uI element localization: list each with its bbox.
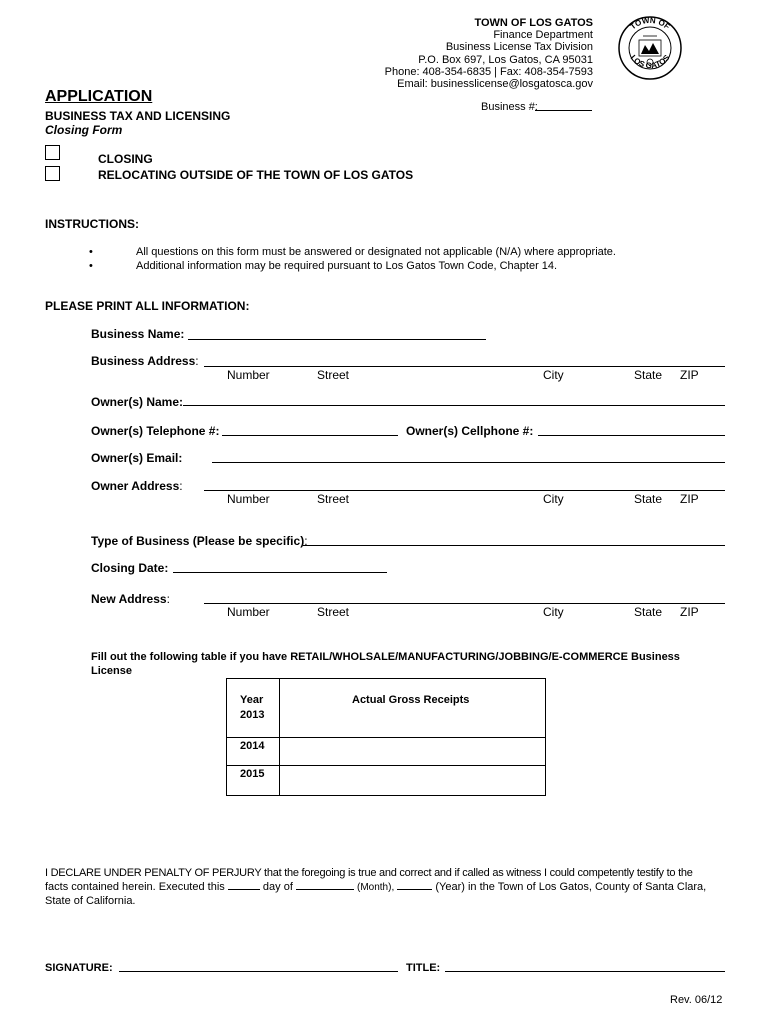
signature-label: SIGNATURE: bbox=[45, 962, 113, 974]
form-name: Closing Form bbox=[45, 123, 123, 137]
address-sublabel-street: Street bbox=[317, 368, 350, 382]
owner-cellphone-label: Owner(s) Cellphone #: bbox=[406, 424, 534, 438]
address-sublabel-city: City bbox=[543, 492, 564, 506]
title-label: TITLE: bbox=[406, 962, 441, 974]
address-sublabel-number: Number bbox=[227, 368, 270, 382]
business-address-field[interactable] bbox=[204, 366, 725, 367]
business-number-field[interactable] bbox=[535, 110, 592, 111]
business-address-label: Business Address: bbox=[91, 354, 199, 368]
address-sublabel-street: Street bbox=[317, 492, 350, 506]
closing-date-label: Closing Date: bbox=[91, 561, 169, 575]
executed-year-field[interactable] bbox=[397, 889, 432, 890]
header-block bbox=[360, 17, 593, 90]
address-sublabel-zip: ZIP bbox=[680, 368, 699, 382]
instruction-item: All questions on this form must be answered or designated not applicable (N/A) where appropriate. bbox=[136, 246, 616, 258]
owner-cellphone-field[interactable] bbox=[538, 435, 725, 436]
address-sublabel-zip: ZIP bbox=[680, 605, 699, 619]
receipts-input-2015[interactable] bbox=[281, 767, 543, 794]
bullet-icon: • bbox=[89, 246, 93, 258]
owner-email-field[interactable] bbox=[212, 462, 725, 463]
gross-receipts-table bbox=[226, 678, 546, 796]
business-number-label: Business #: bbox=[481, 101, 538, 113]
declaration-line-2: facts contained herein. Executed this day of (Month), (Year) in the Town of Los Gatos, County of Santa Clara, bbox=[45, 881, 707, 893]
address-sublabel-city: City bbox=[543, 605, 564, 619]
closing-date-field[interactable] bbox=[173, 572, 387, 573]
address-sublabel-number: Number bbox=[227, 492, 270, 506]
business-name-label: Business Name: bbox=[91, 327, 185, 341]
address-sublabel-state: State bbox=[634, 492, 663, 506]
email-address: Email: businesslicense@losgatosca.gov bbox=[397, 78, 593, 91]
instruction-item: Additional information may be required pursuant to Los Gatos Town Code, Chapter 14. bbox=[136, 260, 558, 272]
phone-fax: Phone: 408-354-6835 | Fax: 408-354-7593 bbox=[384, 65, 593, 78]
receipts-input-2013[interactable] bbox=[281, 710, 543, 736]
closing-checkbox[interactable] bbox=[45, 145, 60, 160]
owner-telephone-field[interactable] bbox=[222, 435, 398, 436]
table-header-receipts: Actual Gross Receipts bbox=[352, 694, 470, 706]
address-sublabel-number: Number bbox=[227, 605, 270, 619]
relocating-checkbox[interactable] bbox=[45, 166, 60, 181]
address-sublabel-city: City bbox=[543, 368, 564, 382]
executed-day-field[interactable] bbox=[228, 889, 260, 890]
mailing-address: P.O. Box 697, Los Gatos, CA 95031 bbox=[418, 53, 593, 66]
address-sublabel-zip: ZIP bbox=[680, 492, 699, 506]
declaration-line-1: I DECLARE UNDER PENALTY OF PERJURY that the foregoing is true and correct and if called as witness I could competently testify to the bbox=[45, 867, 693, 879]
seal-top-text: TOWN OF bbox=[628, 15, 672, 32]
table-year-cell: 2015 bbox=[240, 768, 265, 780]
department: Finance Department bbox=[493, 29, 593, 42]
seal-bottom-text: LOS GATOS bbox=[628, 53, 672, 71]
owner-address-field[interactable] bbox=[204, 490, 725, 491]
page-title: APPLICATION bbox=[45, 88, 153, 105]
business-name-field[interactable] bbox=[188, 339, 486, 340]
print-heading: PLEASE PRINT ALL INFORMATION: bbox=[45, 299, 250, 313]
subtitle: BUSINESS TAX AND LICENSING bbox=[45, 109, 231, 123]
owner-address-label: Owner Address: bbox=[91, 479, 183, 493]
relocating-option-label: RELOCATING OUTSIDE OF THE TOWN OF LOS GATOS bbox=[98, 168, 414, 182]
table-intro: Fill out the following table if you have RETAIL/WHOLSALE/MANUFACTURING/JOBBING/E-COMMERCE Business License bbox=[91, 651, 680, 677]
signature-field[interactable] bbox=[119, 971, 398, 972]
owner-name-label: Owner(s) Name: bbox=[91, 395, 184, 409]
owner-email-label: Owner(s) Email: bbox=[91, 451, 183, 465]
table-header-year: Year bbox=[240, 694, 264, 706]
closing-option-label: CLOSING bbox=[98, 152, 153, 166]
division: Business License Tax Division bbox=[445, 41, 593, 54]
address-sublabel-state: State bbox=[634, 605, 663, 619]
owner-name-field[interactable] bbox=[183, 405, 725, 406]
revision-label: Rev. 06/12 bbox=[670, 994, 723, 1006]
svg-text:TOWN OF bbox=[628, 16, 671, 32]
town-name: TOWN OF LOS GATOS bbox=[474, 17, 593, 29]
owner-telephone-label: Owner(s) Telephone #: bbox=[91, 424, 220, 438]
type-of-business-label: Type of Business (Please be specific): bbox=[91, 534, 308, 548]
svg-text:LOS GATOS bbox=[629, 53, 672, 71]
town-seal-logo bbox=[617, 15, 683, 81]
table-year-cell: 2014 bbox=[240, 740, 265, 752]
instructions-heading: INSTRUCTIONS: bbox=[45, 217, 139, 231]
table-year-cell: 2013 bbox=[240, 709, 265, 721]
address-sublabel-state: State bbox=[634, 368, 663, 382]
new-address-field[interactable] bbox=[204, 603, 725, 604]
bullet-icon: • bbox=[89, 260, 93, 272]
new-address-label: New Address: bbox=[91, 592, 170, 606]
title-field[interactable] bbox=[445, 971, 725, 972]
declaration-line-3: State of California. bbox=[45, 895, 136, 907]
type-of-business-field[interactable] bbox=[303, 545, 725, 546]
executed-month-field[interactable] bbox=[296, 889, 354, 890]
receipts-input-2014[interactable] bbox=[281, 739, 543, 764]
address-sublabel-street: Street bbox=[317, 605, 350, 619]
